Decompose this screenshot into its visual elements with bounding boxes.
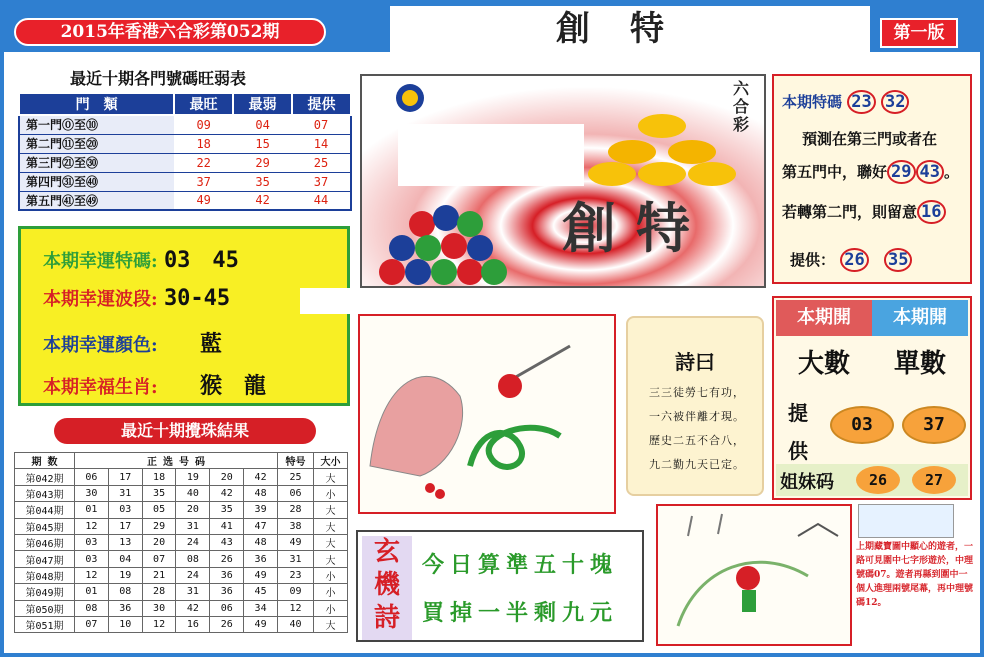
results-cell-special: 23	[278, 567, 314, 583]
results-cell-number: 12	[75, 518, 109, 534]
treasure-note: 上期藏寶圖中顯心的遊者，一路可見圍中七字形遊於，中理號碼07。遊者再縣到圍中一個人進理兩號尾幕，再中理號碼12。	[856, 542, 974, 608]
poem-line-1: 三三徒勞七有功，	[649, 386, 745, 399]
gates-cell-max: 37	[174, 172, 233, 191]
sister-label: 姐妹码	[780, 472, 834, 493]
results-cell-number: 08	[108, 584, 142, 600]
results-cell-number: 30	[142, 600, 176, 616]
xuanji-line-1: 今日算準五十塊	[422, 552, 619, 578]
results-cell-special: 09	[278, 584, 314, 600]
results-row	[15, 600, 348, 616]
results-cell-period: 第044期	[15, 502, 75, 518]
gates-cell-gate: 第一門⓪至⑩	[19, 115, 174, 134]
results-cell-number: 28	[142, 584, 176, 600]
results-cell-number: 26	[210, 551, 244, 567]
results-cell-number: 48	[244, 485, 278, 501]
results-cell-number: 06	[75, 469, 109, 485]
results-row	[15, 584, 348, 600]
results-cell-number: 08	[75, 600, 109, 616]
results-cell-number: 35	[142, 485, 176, 501]
gates-cell-offer: 14	[292, 134, 351, 153]
results-cell-number: 08	[176, 551, 210, 567]
gates-header-type: 門 類	[19, 93, 174, 115]
lucky-special-row	[43, 243, 239, 274]
special-line-3	[782, 200, 946, 224]
results-cell-size: 小	[314, 584, 348, 600]
results-cell-period: 第047期	[15, 551, 75, 567]
results-cell-size: 大	[314, 616, 348, 632]
cartoon-snake	[358, 314, 616, 514]
results-cell-number: 03	[108, 502, 142, 518]
results-cell-size: 大	[314, 518, 348, 534]
results-cell-number: 05	[142, 502, 176, 518]
gates-cell-gate: 第五門㊶至㊾	[19, 191, 174, 210]
gates-cell-max: 22	[174, 153, 233, 172]
results-row	[15, 469, 348, 485]
results-cell-number: 18	[142, 469, 176, 485]
results-cell-special: 49	[278, 534, 314, 550]
special-line-2-end: 。	[943, 163, 959, 181]
poem-line-2: 一六被伴離才現。	[649, 410, 745, 423]
lucky-segment-label: 本期幸運波段:	[43, 289, 158, 310]
results-cell-period: 第045期	[15, 518, 75, 534]
page-title: 創特	[390, 6, 870, 52]
results-cell-number: 03	[75, 551, 109, 567]
results-cell-number: 20	[142, 534, 176, 550]
results-banner: 最近十期攪珠結果	[54, 418, 316, 444]
results-cell-number: 29	[142, 518, 176, 534]
edition-badge: 第一版	[880, 18, 958, 48]
results-cell-size: 大	[314, 469, 348, 485]
lucky-special-label: 本期幸運特碼:	[43, 251, 158, 272]
results-cell-number: 06	[210, 600, 244, 616]
results-cell-number: 31	[176, 584, 210, 600]
results-cell-period: 第046期	[15, 534, 75, 550]
hero-badge: 六合彩	[732, 79, 749, 134]
special-label: 本期特碼	[782, 93, 843, 111]
open-odd: 單數	[893, 349, 946, 379]
results-cell-number: 42	[176, 600, 210, 616]
lucky-color-value: 藍	[199, 332, 222, 357]
special-line-2-text: 第五門中，聯好	[782, 163, 888, 181]
open-tab-2: 本期開	[872, 300, 968, 336]
results-cell-number: 20	[176, 502, 210, 518]
results-cell-number: 43	[210, 534, 244, 550]
results-cell-number: 34	[244, 600, 278, 616]
results-header-special: 特号	[278, 453, 314, 469]
special-row	[782, 90, 909, 114]
results-cell-number: 10	[108, 616, 142, 632]
gates-row	[19, 191, 351, 210]
lucky-special-value: 03 45	[163, 248, 239, 273]
snake-illustration-icon	[360, 316, 614, 512]
results-cell-period: 第051期	[15, 616, 75, 632]
special-box	[772, 74, 972, 284]
results-header-size: 大小	[314, 453, 348, 469]
lucky-segment-row	[43, 285, 230, 311]
hero-title: 創特	[562, 196, 710, 260]
results-cell-number: 36	[210, 567, 244, 583]
results-cell-number: 20	[210, 469, 244, 485]
results-cell-number: 24	[176, 534, 210, 550]
gates-cell-max: 09	[174, 115, 233, 134]
results-cell-number: 48	[244, 534, 278, 550]
results-table	[14, 452, 348, 633]
gates-row	[19, 153, 351, 172]
results-cell-number: 49	[244, 567, 278, 583]
special-num-1: 23	[847, 90, 875, 114]
results-cell-period: 第048期	[15, 567, 75, 583]
gates-cell-gate: 第四門㉛至㊵	[19, 172, 174, 191]
results-cell-number: 42	[210, 485, 244, 501]
poem-line-3: 歷史二五不合八，	[649, 434, 745, 447]
results-cell-number: 31	[108, 485, 142, 501]
results-header-numbers: 正 选 号 码	[75, 453, 278, 469]
special-provide-label: 提供：	[790, 251, 836, 269]
hero-banner	[360, 74, 766, 288]
results-cell-size: 小	[314, 485, 348, 501]
results-cell-size: 大	[314, 551, 348, 567]
results-cell-number: 49	[244, 616, 278, 632]
lucky-zodiac-value: 猴 龍	[199, 374, 266, 399]
results-cell-number: 12	[142, 616, 176, 632]
gates-row	[19, 134, 351, 153]
open-val-2: 37	[902, 406, 966, 444]
results-cell-number: 36	[244, 551, 278, 567]
gates-row	[19, 172, 351, 191]
results-row	[15, 502, 348, 518]
results-cell-number: 03	[75, 534, 109, 550]
results-cell-period: 第049期	[15, 584, 75, 600]
sister-val-1: 26	[856, 466, 900, 494]
results-cell-number: 01	[75, 584, 109, 600]
gates-cell-offer: 07	[292, 115, 351, 134]
results-cell-number: 31	[176, 518, 210, 534]
results-cell-size: 大	[314, 502, 348, 518]
gates-header-max: 最旺	[174, 93, 233, 115]
blank-patch-hero	[398, 124, 584, 186]
results-row	[15, 534, 348, 550]
open-big: 大數	[797, 349, 850, 379]
results-cell-size: 大	[314, 534, 348, 550]
cartoon-treasure-map	[656, 504, 852, 646]
special-line-2	[782, 160, 959, 184]
results-cell-number: 17	[108, 469, 142, 485]
special-num-7: 35	[884, 248, 912, 272]
blank-patch	[300, 288, 358, 314]
special-num-3: 29	[887, 160, 915, 184]
special-line-3-text: 若轉第二門，則留意	[782, 203, 918, 221]
results-cell-number: 47	[244, 518, 278, 534]
results-cell-period: 第050期	[15, 600, 75, 616]
sister-row	[776, 464, 968, 496]
special-num-6: 26	[840, 248, 868, 272]
sister-val-2: 27	[912, 466, 956, 494]
results-cell-special: 28	[278, 502, 314, 518]
gates-cell-offer: 25	[292, 153, 351, 172]
lucky-segment-value: 30-45	[163, 286, 231, 311]
gates-cell-offer: 37	[292, 172, 351, 191]
results-row	[15, 485, 348, 501]
results-cell-special: 40	[278, 616, 314, 632]
results-cell-number: 42	[244, 469, 278, 485]
gates-table	[18, 92, 352, 211]
gates-cell-max: 18	[174, 134, 233, 153]
gates-cell-min: 15	[233, 134, 292, 153]
open-val-1: 03	[830, 406, 894, 444]
results-cell-number: 13	[108, 534, 142, 550]
results-cell-number: 36	[108, 600, 142, 616]
gates-cell-max: 49	[174, 191, 233, 210]
results-cell-number: 45	[244, 584, 278, 600]
results-cell-size: 小	[314, 567, 348, 583]
results-cell-number: 17	[108, 518, 142, 534]
special-num-2: 32	[881, 90, 909, 114]
results-cell-number: 07	[142, 551, 176, 567]
results-cell-number: 01	[75, 502, 109, 518]
lucky-box	[18, 226, 350, 406]
results-cell-special: 06	[278, 485, 314, 501]
results-cell-number: 35	[210, 502, 244, 518]
lucky-zodiac-label: 本期幸福生肖:	[43, 377, 158, 398]
results-cell-special: 25	[278, 469, 314, 485]
results-cell-number: 16	[176, 616, 210, 632]
poem-title: 詩曰	[675, 350, 715, 374]
results-cell-period: 第042期	[15, 469, 75, 485]
results-cell-size: 小	[314, 600, 348, 616]
lucky-color-label: 本期幸運顏色:	[43, 335, 158, 356]
results-cell-special: 12	[278, 600, 314, 616]
open-tab-1: 本期開	[776, 300, 872, 336]
gates-cell-min: 42	[233, 191, 292, 210]
issue-banner: 2015年香港六合彩第052期	[14, 18, 326, 46]
gates-row	[19, 115, 351, 134]
xuanji-poem	[356, 530, 644, 642]
gates-cell-min: 04	[233, 115, 292, 134]
results-cell-number: 12	[75, 567, 109, 583]
special-line-1: 預測在第三門或者在	[802, 130, 938, 148]
results-row	[15, 616, 348, 632]
gates-cell-gate: 第三門㉑至㉚	[19, 153, 174, 172]
results-row	[15, 518, 348, 534]
results-cell-number: 26	[210, 616, 244, 632]
gates-cell-offer: 44	[292, 191, 351, 210]
gates-table-title: 最近十期各門號碼旺弱表	[70, 69, 247, 88]
results-cell-number: 24	[176, 567, 210, 583]
special-num-5: 16	[917, 200, 945, 224]
results-cell-special: 31	[278, 551, 314, 567]
treasure-map-illustration-icon	[658, 506, 850, 644]
gates-header-min: 最弱	[233, 93, 292, 115]
lucky-zodiac-row	[43, 369, 266, 400]
results-cell-number: 40	[176, 485, 210, 501]
special-provide-row	[790, 248, 912, 272]
gates-cell-min: 29	[233, 153, 292, 172]
gates-cell-gate: 第二門⑪至⑳	[19, 134, 174, 153]
results-cell-number: 19	[176, 469, 210, 485]
results-header-period: 期 数	[15, 453, 75, 469]
results-cell-number: 39	[244, 502, 278, 518]
results-cell-number: 41	[210, 518, 244, 534]
results-cell-number: 07	[75, 616, 109, 632]
gates-cell-min: 35	[233, 172, 292, 191]
results-cell-number: 30	[75, 485, 109, 501]
gates-header-offer: 提供	[292, 93, 351, 115]
open-box	[772, 296, 972, 500]
results-cell-special: 38	[278, 518, 314, 534]
treasure-map-thumbnail	[858, 504, 954, 538]
results-cell-number: 19	[108, 567, 142, 583]
results-cell-period: 第043期	[15, 485, 75, 501]
special-num-4: 43	[916, 160, 944, 184]
results-cell-number: 21	[142, 567, 176, 583]
results-row	[15, 567, 348, 583]
results-cell-number: 04	[108, 551, 142, 567]
open-provide-label: 提供	[788, 401, 808, 463]
results-row	[15, 551, 348, 567]
xuanji-line-2: 買掉一半剩九元	[422, 600, 619, 626]
poem-line-4: 九二勤九天已定。	[649, 458, 745, 471]
xuanji-label: 玄機詩	[362, 536, 412, 640]
lucky-color-row	[43, 327, 222, 358]
results-cell-number: 36	[210, 584, 244, 600]
poem-scroll	[626, 316, 764, 496]
